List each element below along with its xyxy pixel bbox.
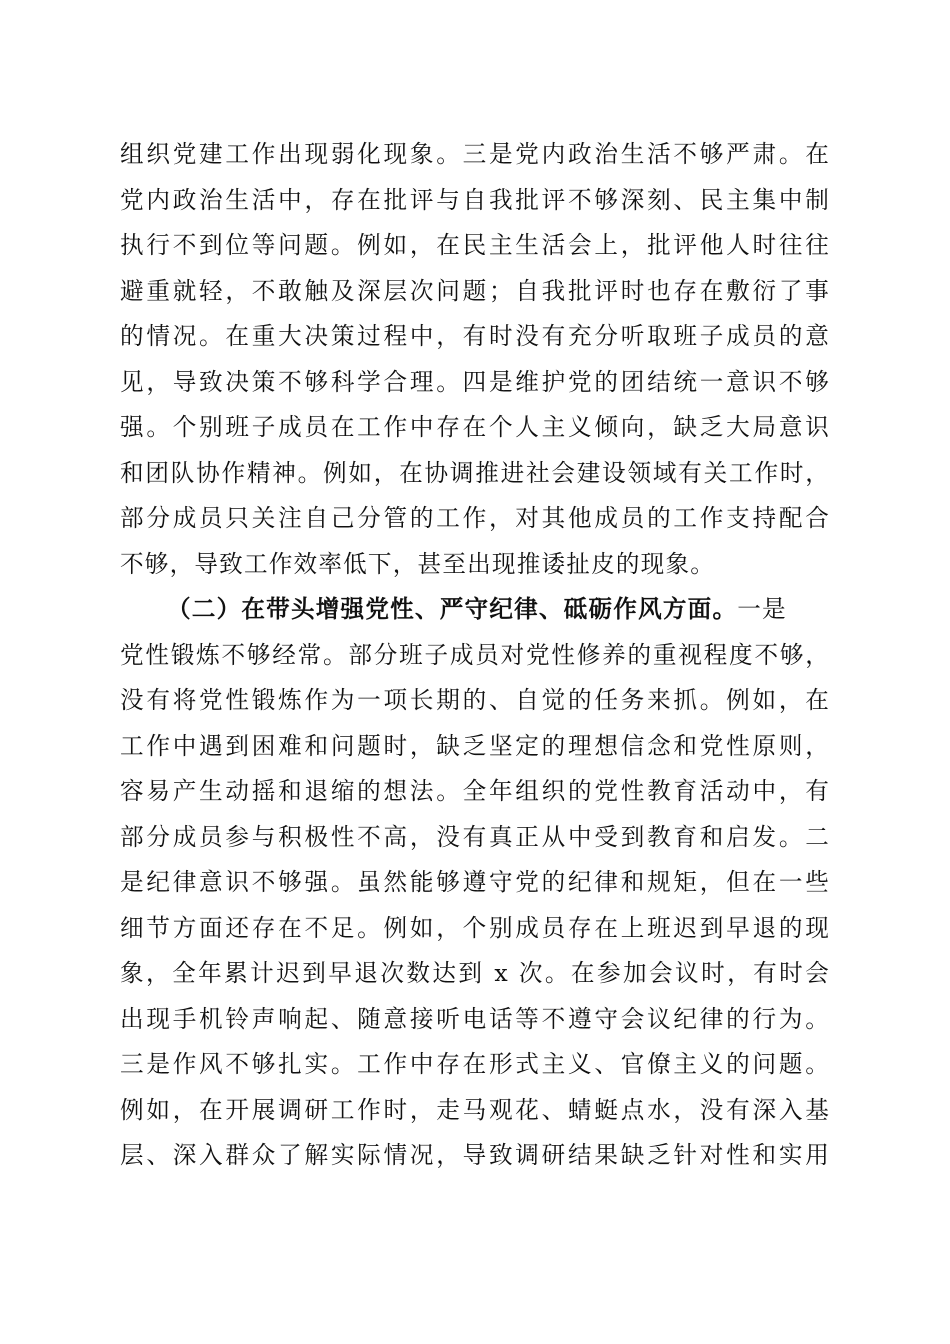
section-heading: （二）在带头增强党性、严守纪律、砥砺作风方面。 — [167, 595, 738, 623]
text-line: 细节方面还存在不足。例如，个别成员存在上班迟到早退的现 — [120, 913, 830, 942]
text-line: 组织党建工作出现弱化现象。三是党内政治生活不够严肃。在 — [120, 140, 830, 168]
text-line: 没有将党性锻炼作为一项长期的、自觉的任务来抓。例如，在 — [120, 686, 830, 714]
text-line: 层、深入群众了解实际情况，导致调研结果缺乏针对性和实用 — [120, 1141, 830, 1169]
section-heading-line — [120, 587, 830, 633]
text-line: 象，全年累计迟到早退次数达到 x 次。在参加会议时，有时会 — [120, 959, 830, 987]
text-line: 出现手机铃声响起、随意接听电话等不遵守会议纪律的行为。 — [120, 1004, 830, 1033]
text-line: 工作中遇到困难和问题时，缺乏坚定的理想信念和党性原则， — [120, 731, 830, 760]
text-line: 强。个别班子成员在工作中存在个人主义倾向，缺乏大局意识 — [120, 413, 830, 441]
text-line: 三是作风不够扎实。工作中存在形式主义、官僚主义的问题。 — [120, 1050, 830, 1078]
section-heading-continuation: 一是 — [737, 595, 787, 623]
text-line: 党内政治生活中，存在批评与自我批评不够深刻、民主集中制 — [120, 185, 830, 214]
text-line: 容易产生动摇和退缩的想法。全年组织的党性教育活动中，有 — [120, 777, 830, 805]
text-line: 部分成员只关注自己分管的工作，对其他成员的工作支持配合 — [120, 504, 830, 532]
text-line: 例如，在开展调研工作时，走马观花、蜻蜓点水，没有深入基 — [120, 1095, 830, 1124]
text-line: 避重就轻，不敢触及深层次问题；自我批评时也存在敷衍了事 — [120, 276, 830, 305]
text-line: 见，导致决策不够科学合理。四是维护党的团结统一意识不够 — [120, 367, 830, 396]
text-line: 的情况。在重大决策过程中，有时没有充分听取班子成员的意 — [120, 322, 830, 350]
text-line: 是纪律意识不够强。虽然能够遵守党的纪律和规矩，但在一些 — [120, 868, 830, 896]
body-text — [120, 132, 830, 1179]
text-line: 执行不到位等问题。例如，在民主生活会上，批评他人时往往 — [120, 231, 830, 259]
text-line: 和团队协作精神。例如，在协调推进社会建设领域有关工作时， — [120, 458, 830, 487]
text-line: 不够，导致工作效率低下，甚至出现推诿扯皮的现象。 — [120, 549, 716, 578]
text-line: 部分成员参与积极性不高，没有真正从中受到教育和启发。二 — [120, 822, 830, 851]
text-line: 党性锻炼不够经常。部分班子成员对党性修养的重视程度不够， — [120, 640, 830, 669]
